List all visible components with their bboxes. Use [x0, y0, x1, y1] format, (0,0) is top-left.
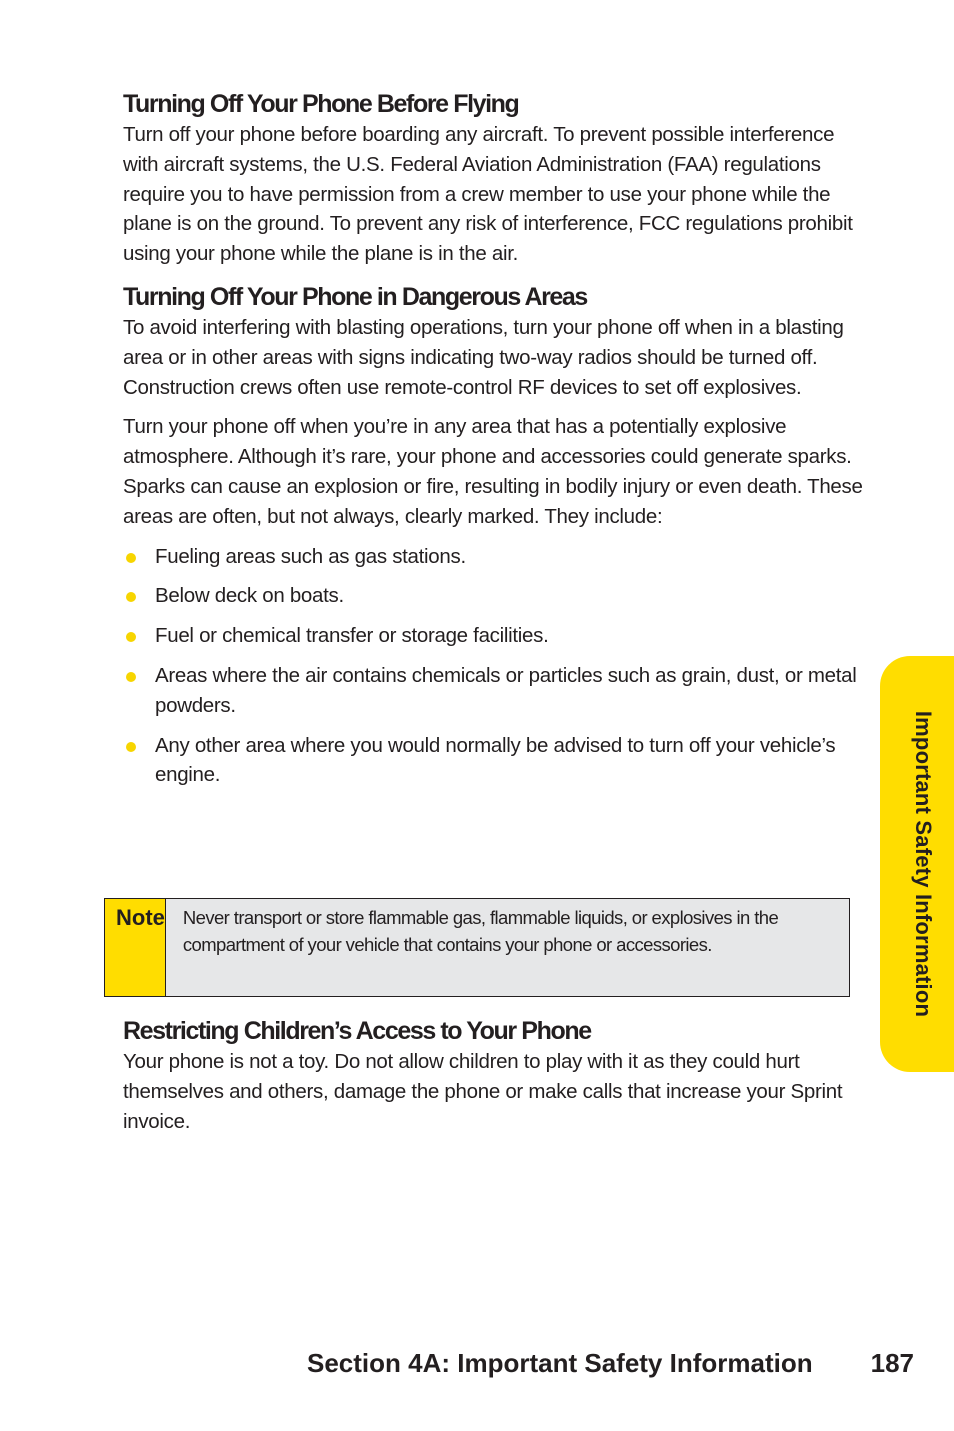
page-number: 187	[870, 1348, 914, 1378]
note-box	[104, 898, 850, 997]
paragraph-explosive-atmosphere: Turn your phone off when you’re in any area that has a potentially explosive atmosphere. Although it’s rare, your phone and accessories could generate sparks. Sparks can cause an explosion or fire, resulting in bodily injury or even death. These areas are often, but not always, clearly marked. They include:	[123, 415, 863, 528]
list-item: Below deck on boats.	[123, 581, 863, 611]
heading-children-access: Restricting Children’s Access to Your Phone	[123, 1017, 591, 1045]
main-content	[123, 88, 863, 800]
list-item: Areas where the air contains chemicals or particles such as grain, dust, or metal powders.	[123, 661, 863, 721]
bullet-icon	[126, 672, 136, 682]
list-item: Fueling areas such as gas stations.	[123, 542, 863, 572]
footer-section-title: Section 4A: Important Safety Information	[307, 1348, 813, 1378]
note-label: Note	[105, 899, 166, 996]
list-item: Fuel or chemical transfer or storage facilities.	[123, 621, 863, 651]
hazard-list	[123, 542, 863, 791]
bullet-icon	[126, 742, 136, 752]
heading-dangerous-areas: Turning Off Your Phone in Dangerous Areas	[123, 282, 587, 311]
bullet-icon	[126, 592, 136, 602]
side-tab-label: Important Safety Information	[911, 710, 936, 1018]
list-item: Any other area where you would normally be advised to turn off your vehicle’s engine.	[123, 731, 863, 791]
bullet-icon	[126, 632, 136, 642]
heading-flying: Turning Off Your Phone Before Flying	[123, 90, 519, 118]
page-footer	[307, 1348, 914, 1379]
paragraph-blasting: To avoid interfering with blasting operations, turn your phone off when in a blasting area or in other areas with signs indicating two-way radios should be turned off. Construction crews often use remote-control RF devices to set off explosives.	[123, 315, 844, 399]
bullet-icon	[126, 553, 136, 563]
paragraph-children-access: Your phone is not a toy. Do not allow children to play with it as they could hurt themselves and others, damage the phone or make calls that increase your Sprint invoice.	[123, 1050, 843, 1133]
paragraph-flying: Turn off your phone before boarding any aircraft. To prevent possible interference with aircraft systems, the U.S. Federal Aviation Administration (FAA) regulations require you to have permission from a crew member to use your phone while the plane is on the ground. To prevent any risk of interference, FCC regulations prohibit using your phone while the plane is in the air.	[123, 123, 853, 266]
children-section	[123, 1015, 863, 1136]
note-text: Never transport or store flammable gas, flammable liquids, or explosives in the compartment of your vehicle that contains your phone or accessories.	[182, 907, 779, 955]
